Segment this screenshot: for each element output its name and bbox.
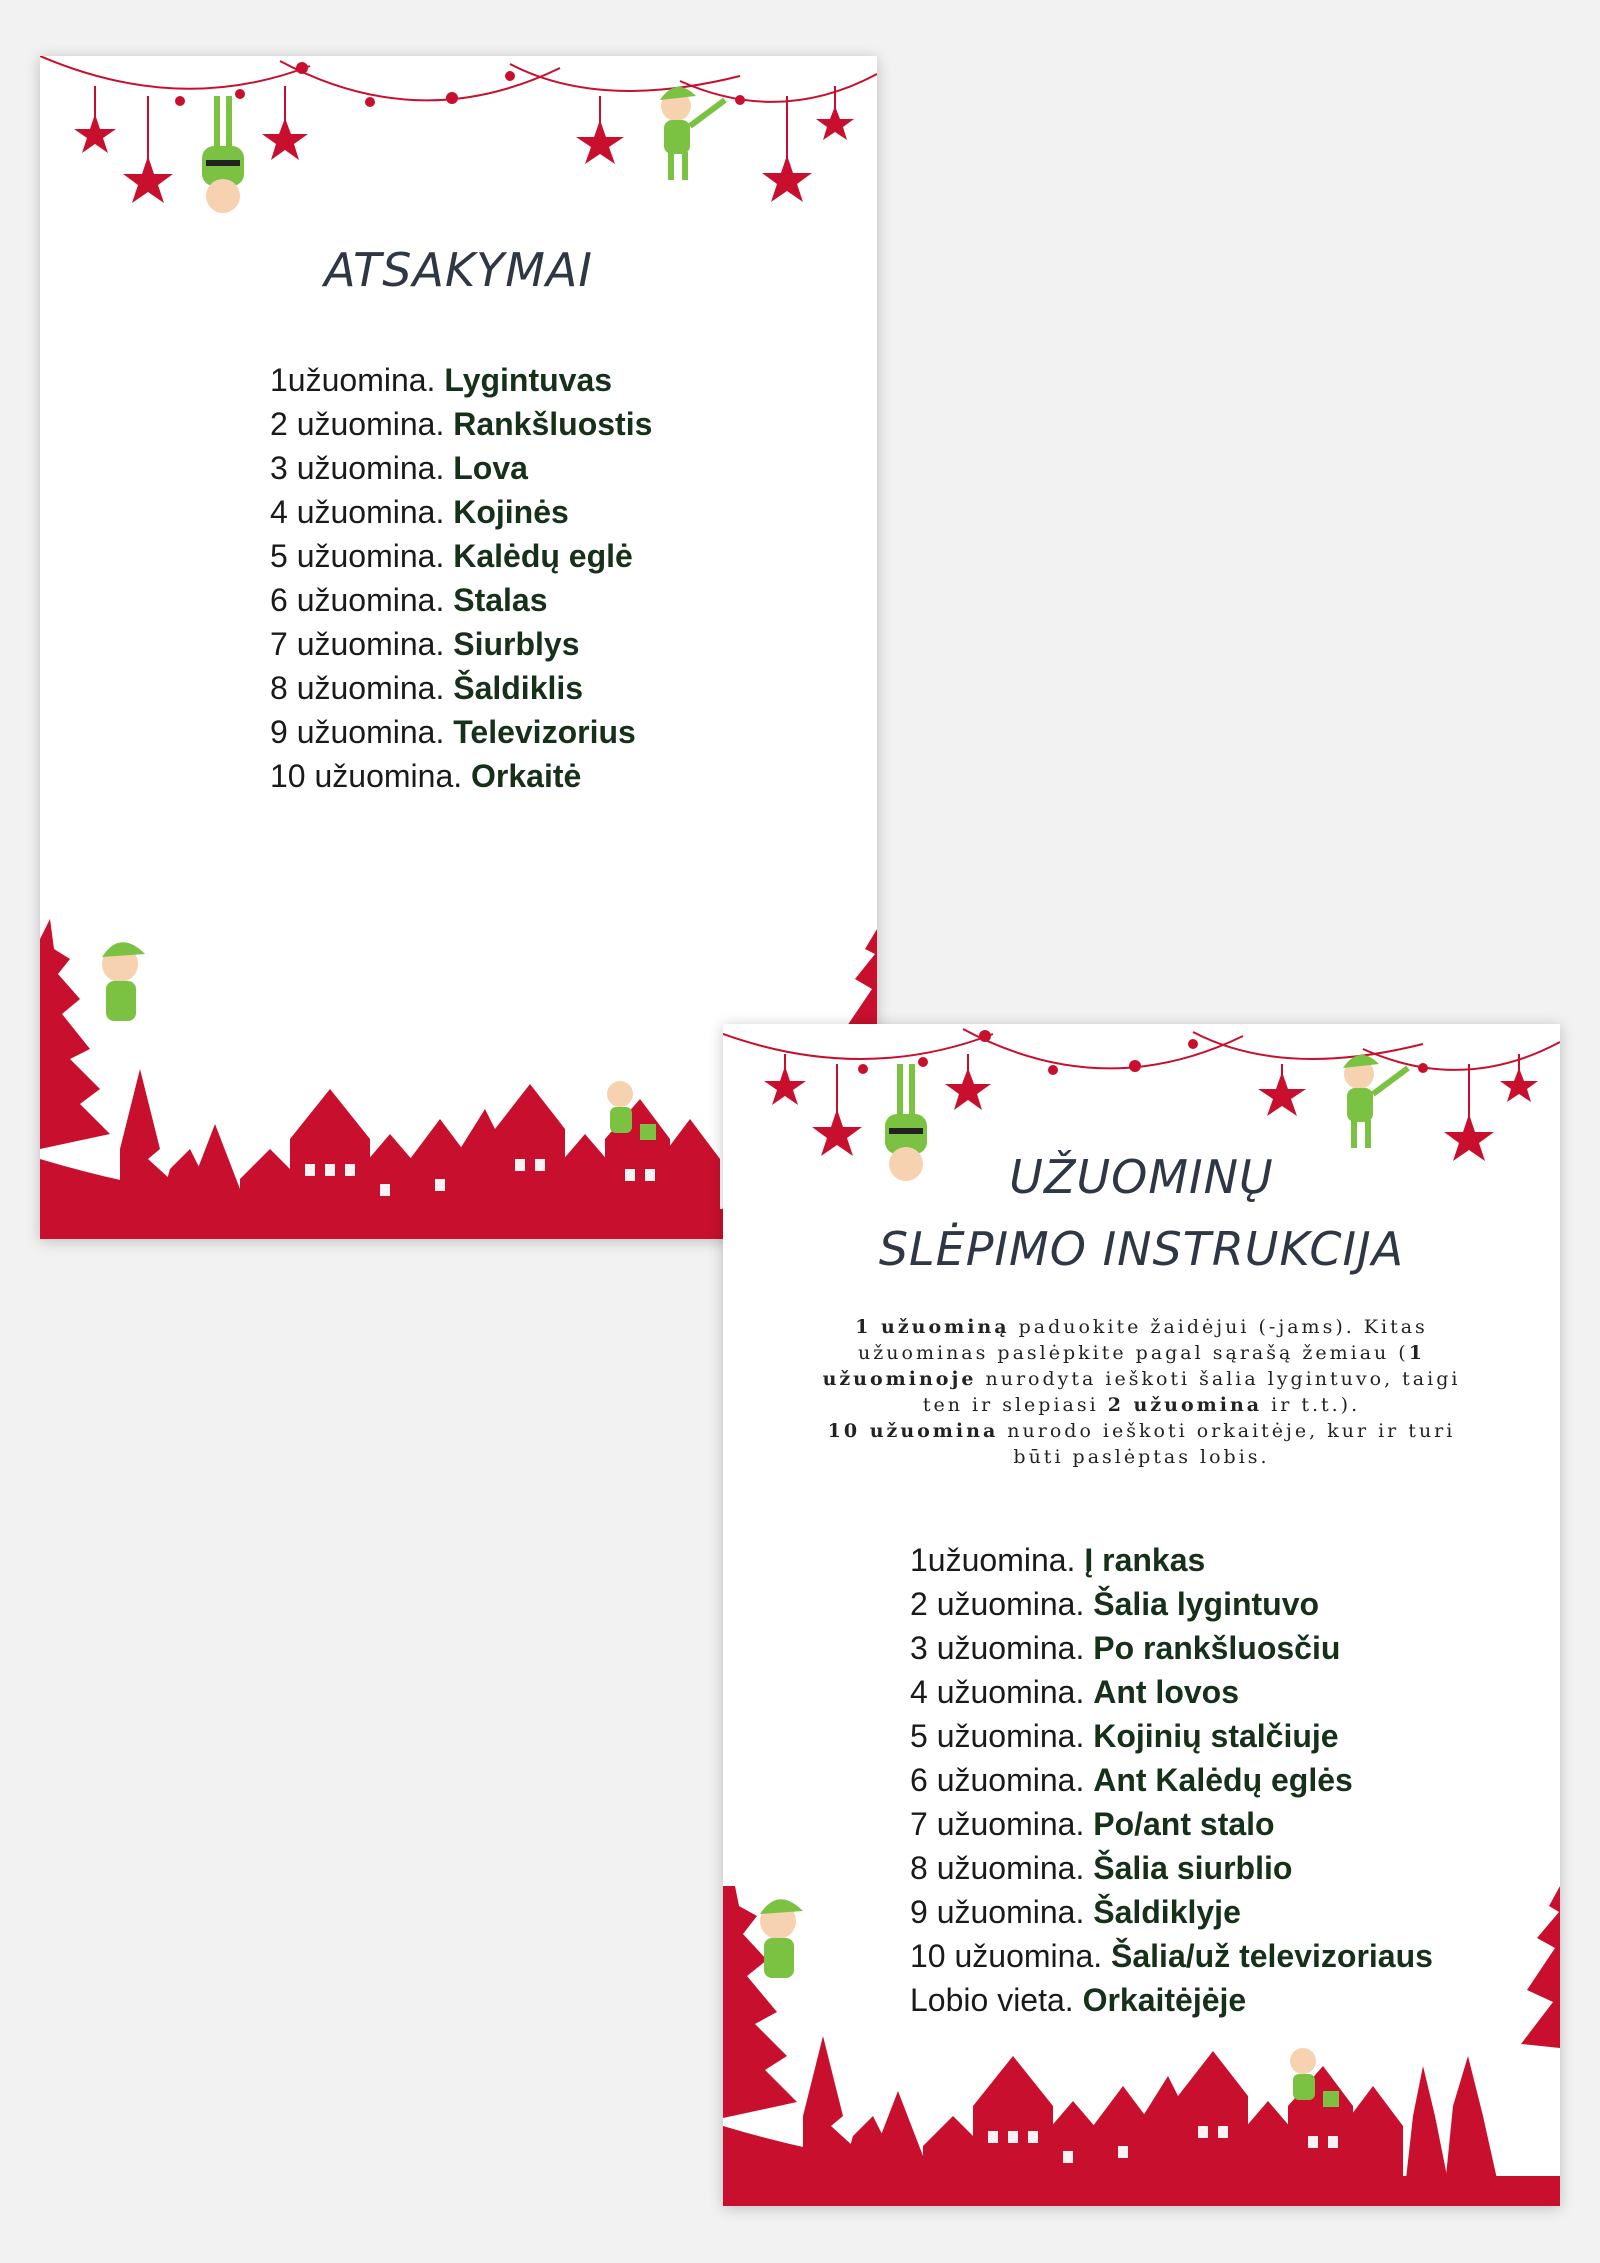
answer-item-label: 7 užuomina. [270, 626, 454, 662]
answer-item-answer: Šaldiklis [453, 670, 584, 706]
clue-item-answer: Ant lovos [1093, 1674, 1239, 1710]
answers-list [270, 358, 652, 798]
red-forest-village-silhouette [723, 1886, 1560, 2206]
clue-item [910, 1670, 1433, 1714]
intro-text-3: ir t.t.). [1262, 1394, 1361, 1416]
answer-item [270, 534, 652, 578]
clue-item-label: 3 užuomina. [910, 1630, 1094, 1666]
clue-item [910, 1582, 1433, 1626]
intro-text-2: nurodyta ieškoti šalia lygintuvo, taigi ten ir slepiasi [922, 1368, 1461, 1416]
intro-bold-2: 1 užuominoje [822, 1342, 1425, 1390]
intro-text-1: paduokite žaidėjui (-jams). Kitas užuominas paslėpkite pagal sąrašą žemiau ( [858, 1316, 1428, 1364]
climbing-elf-icon [760, 1899, 803, 1978]
answer-item-answer: Televizorius [453, 714, 636, 750]
clue-item [910, 1802, 1433, 1846]
answer-item [270, 754, 652, 798]
clue-item-label: 1užuomina. [910, 1542, 1085, 1578]
clue-item [910, 1538, 1433, 1582]
clue-item-label: 8 užuomina. [910, 1850, 1094, 1886]
title-line-1: UŽUOMINŲ [1009, 1150, 1274, 1204]
garland-decoration [40, 56, 877, 256]
answer-item-answer: Lova [453, 450, 528, 486]
answer-item [270, 446, 652, 490]
answer-item-label: 3 užuomina. [270, 450, 454, 486]
answer-item-label: 9 užuomina. [270, 714, 454, 750]
clue-item-answer: Šalia siurblio [1093, 1850, 1293, 1886]
intro-bold-4: 10 užuomina [827, 1420, 999, 1442]
answer-item-answer: Kalėdų eglė [453, 538, 633, 574]
answer-item-answer: Siurblys [453, 626, 580, 662]
waving-elf-icon [1343, 1055, 1408, 1148]
answer-item-answer: Rankšluostis [453, 406, 653, 442]
clue-item [910, 1758, 1433, 1802]
clue-item-answer: Šalia/už televizoriaus [1111, 1938, 1433, 1974]
clue-item-answer: Šalia lygintuvo [1093, 1586, 1320, 1622]
clue-item [910, 1846, 1433, 1890]
answer-item-label: 2 užuomina. [270, 406, 454, 442]
clue-item [910, 1714, 1433, 1758]
title-line-2: SLĖPIMO INSTRUKCIJA [878, 1222, 1405, 1276]
answer-item-label: 10 užuomina. [270, 758, 472, 794]
clue-item-label: 9 užuomina. [910, 1894, 1094, 1930]
instructions-intro [813, 1314, 1470, 1470]
answer-item-answer: Lygintuvas [444, 362, 613, 398]
clue-item [910, 1626, 1433, 1670]
instructions-sheet [723, 1024, 1560, 2206]
clue-item-label: 4 užuomina. [910, 1674, 1094, 1710]
clue-item-answer: Į rankas [1084, 1542, 1206, 1578]
clue-item-label: Lobio vieta. [910, 1982, 1083, 2018]
clue-item-label: 2 užuomina. [910, 1586, 1094, 1622]
hanging-elf-icon [202, 96, 244, 213]
clue-item-label: 5 užuomina. [910, 1718, 1094, 1754]
climbing-elf-icon [102, 942, 145, 1021]
answer-item-label: 6 užuomina. [270, 582, 454, 618]
intro-bold-1: 1 užuominą [855, 1316, 1010, 1338]
answer-item-label: 8 užuomina. [270, 670, 454, 706]
clue-item-label: 6 užuomina. [910, 1762, 1094, 1798]
clue-item-answer: Kojinių stalčiuje [1093, 1718, 1339, 1754]
answer-item-answer: Orkaitė [471, 758, 582, 794]
clue-item-answer: Po rankšluosčiu [1093, 1630, 1341, 1666]
intro-text-4: nurodo ieškoti orkaitėje, kur ir turi būti paslėptas lobis. [998, 1420, 1456, 1468]
answer-item-label: 1užuomina. [270, 362, 445, 398]
page-title: ATSAKYMAI [324, 243, 593, 297]
answer-item [270, 490, 652, 534]
answer-item [270, 402, 652, 446]
clue-item-answer: Ant Kalėdų eglės [1093, 1762, 1353, 1798]
answer-item [270, 578, 652, 622]
clue-item-label: 7 užuomina. [910, 1806, 1094, 1842]
answer-item-answer: Stalas [453, 582, 548, 618]
intro-bold-3: 2 užuomina [1107, 1394, 1263, 1416]
answer-item-answer: Kojinės [453, 494, 569, 530]
clue-item-answer: Po/ant stalo [1093, 1806, 1275, 1842]
answer-item [270, 358, 652, 402]
clue-item-answer: Orkaitėjėje [1082, 1982, 1247, 2018]
clue-item-answer: Šaldiklyje [1093, 1894, 1241, 1930]
waving-elf-icon [660, 87, 725, 180]
answer-item-label: 4 užuomina. [270, 494, 454, 530]
answer-item [270, 710, 652, 754]
answer-item-label: 5 užuomina. [270, 538, 454, 574]
clue-item-label: 10 užuomina. [910, 1938, 1112, 1974]
answer-item [270, 622, 652, 666]
answer-item [270, 666, 652, 710]
page-title [723, 1141, 1560, 1285]
